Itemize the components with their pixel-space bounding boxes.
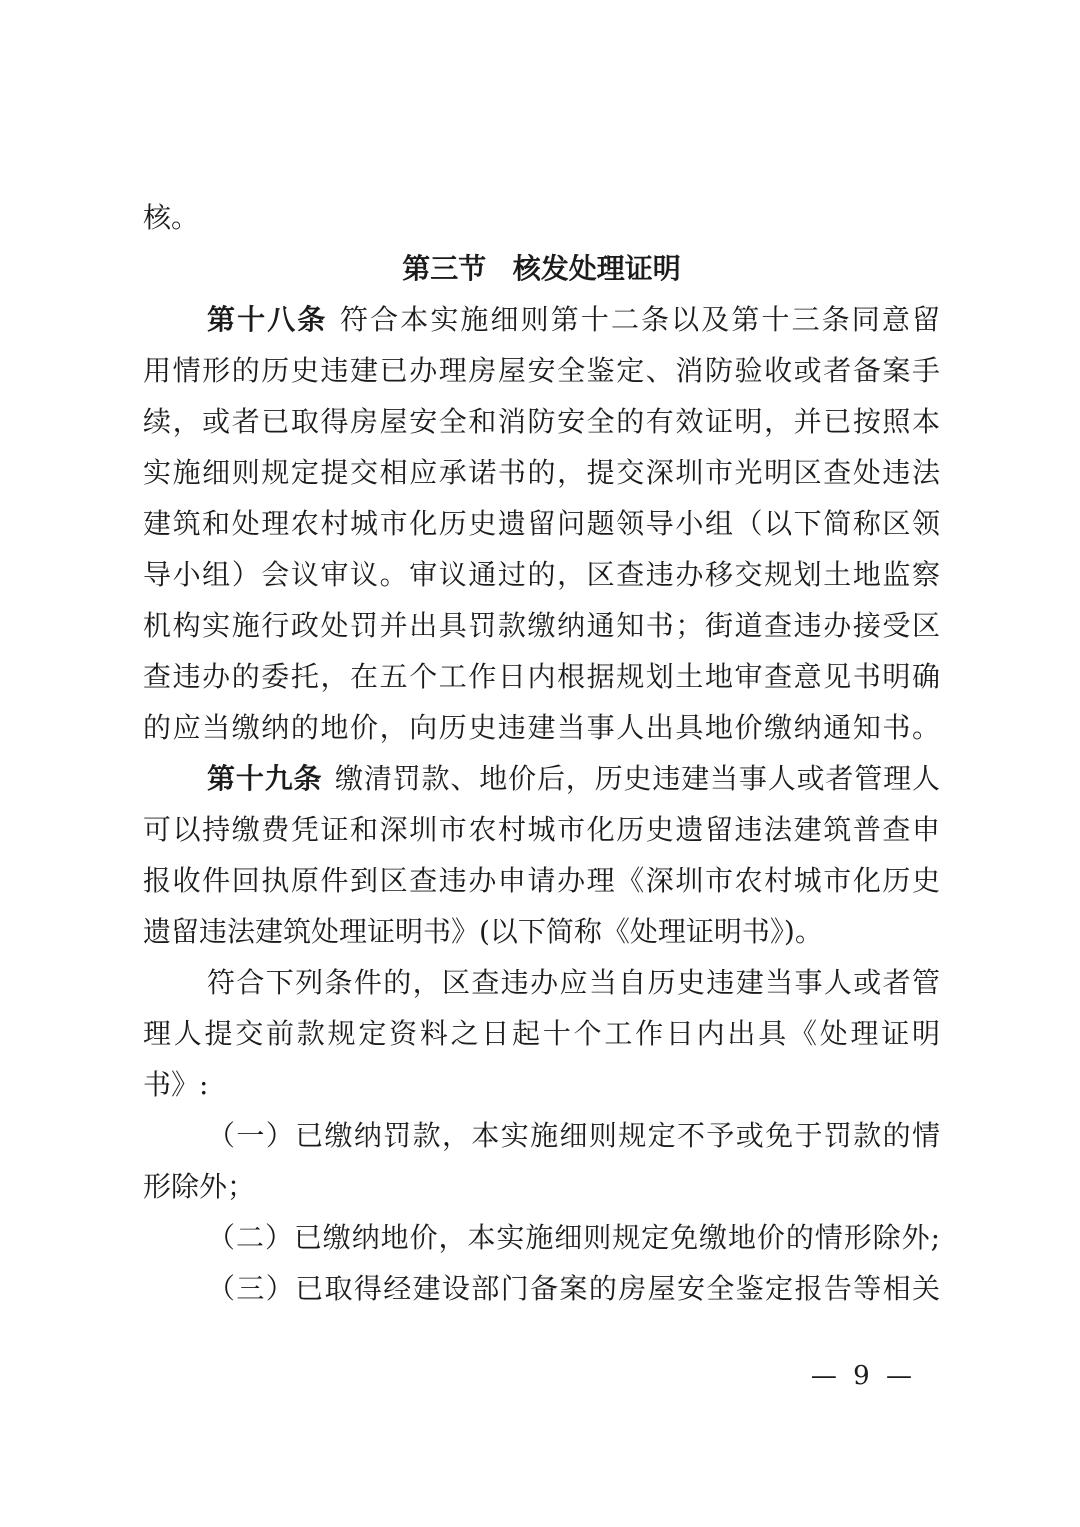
article-number: 第十九条 — [207, 762, 323, 795]
text-line: 用情形的历史违建已办理房屋安全鉴定、消防验收或者备案手 — [143, 354, 940, 387]
section-title: 核发处理证明 — [512, 252, 681, 285]
text-line: 理人提交前款规定资料之日起十个工作日内出具《处理证明 — [143, 1017, 940, 1050]
text-line: 查违办的委托，在五个工作日内根据规划土地审查意见书明确 — [143, 660, 940, 693]
page-number: — 9 — — [810, 1361, 912, 1391]
text-line: 报收件回执原件到区查违办申请办理《深圳市农村城市化历史 — [143, 864, 940, 897]
text-line: 机构实施行政处罚并出具罚款缴纳通知书；街道查违办接受区 — [143, 609, 940, 642]
text-line: 书》: — [143, 1068, 209, 1101]
text-line: 导小组）会议审议。审议通过的，区查违办移交规划土地监察 — [143, 558, 940, 591]
text-line: 可以持缴费凭证和深圳市农村城市化历史遗留违法建筑普查申 — [143, 813, 940, 846]
item-1-line: （一）已缴纳罚款，本实施细则规定不予或免于罚款的情 — [207, 1119, 940, 1152]
text-line: 的应当缴纳的地价，向历史违建当事人出具地价缴纳通知书。 — [143, 711, 940, 744]
text-line: 续，或者已取得房屋安全和消防安全的有效证明，并已按照本 — [143, 405, 940, 438]
item-2-line: （二）已缴纳地价，本实施细则规定免缴地价的情形除外; — [207, 1221, 940, 1254]
article-19-first-line — [143, 753, 940, 804]
article-18-first-line — [143, 294, 940, 345]
article-text: 符合本实施细则第十二条以及第十三条同意留 — [340, 303, 940, 336]
item-3-line: （三）已取得经建设部门备案的房屋安全鉴定报告等相关 — [207, 1272, 940, 1305]
continuation-line: 核。 — [143, 201, 200, 234]
text-line: 形除外； — [143, 1170, 256, 1203]
section-heading — [143, 243, 940, 294]
text-line: 实施细则规定提交相应承诺书的，提交深圳市光明区查处违法 — [143, 456, 940, 489]
document-text-block — [143, 192, 940, 1314]
section-number: 第三节 — [402, 252, 487, 285]
article-number: 第十八条 — [207, 303, 328, 336]
text-line: 建筑和处理农村城市化历史遗留问题领导小组（以下简称区领 — [143, 507, 940, 540]
text-line: 遗留违法建筑处理证明书》(以下简称《处理证明书》)。 — [143, 915, 823, 948]
paragraph-first-line: 符合下列条件的，区查违办应当自历史违建当事人或者管 — [207, 966, 940, 999]
article-text: 缴清罚款、地价后，历史违建当事人或者管理人 — [335, 762, 940, 795]
